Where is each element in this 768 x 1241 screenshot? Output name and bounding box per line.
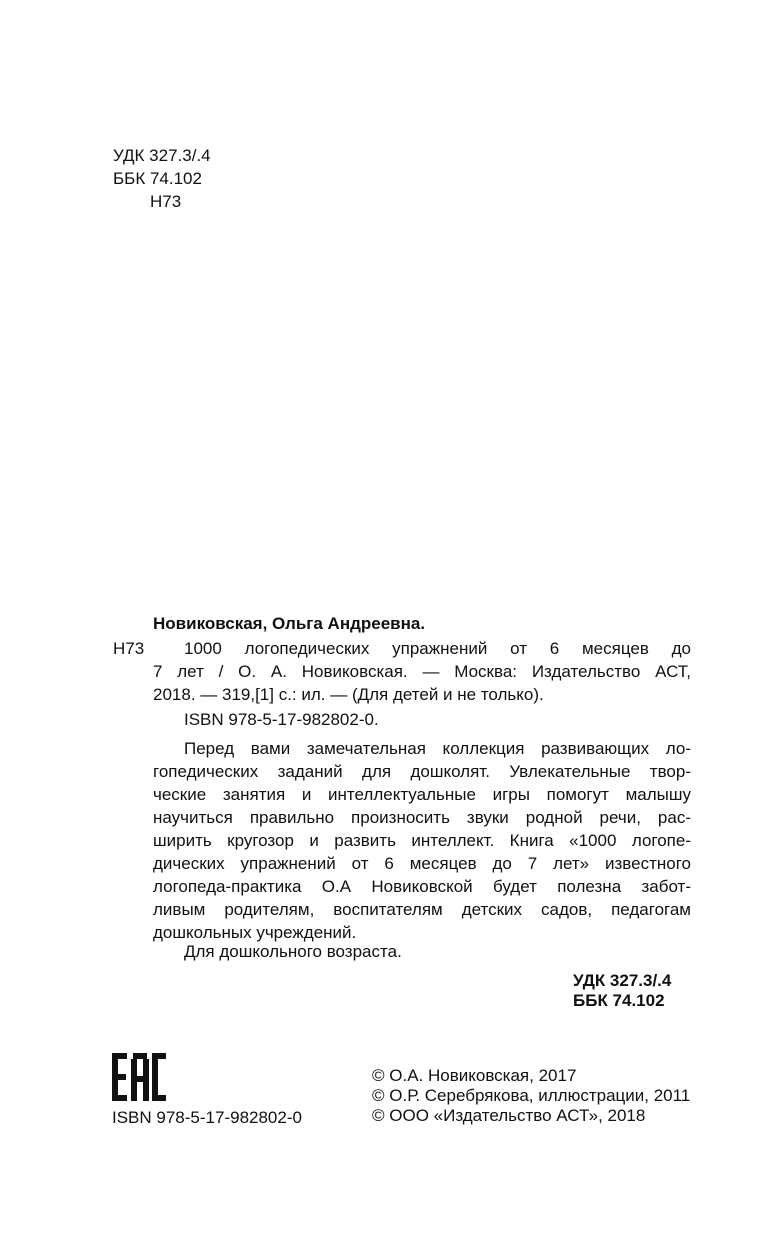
annotation-line-6: дических упражнений от 6 месяцев до 7 лет» известного [153,854,691,873]
title-line-1: 1000 логопедических упражнений от 6 месяцев до [184,639,691,658]
annotation-line-4: научиться правильно произносить звуки родной речи, рас- [153,808,691,827]
annotation-line-8: ливым родителям, воспитателям детских садов, педагогам [153,900,691,919]
title-line-3: 2018. — 319,[1] с.: ил. — (Для детей и не только). [153,685,544,704]
copyright-illustrator: © О.Р. Серебрякова, иллюстрации, 2011 [372,1086,691,1105]
copyright-publisher: © ООО «Издательство АСТ», 2018 [372,1106,646,1125]
eac-mark-icon [112,1053,166,1101]
annotation-line-3: ческие занятия и интеллектуальные игры помогут малышу [153,785,691,804]
annotation-line-5: ширить кругозор и развить интеллект. Книга «1000 логопе- [153,831,691,850]
header-bbk: ББК 74.102 [113,169,202,188]
age-rating-text: Для дошкольного возраста. [184,942,402,961]
record-isbn: ISBN 978-5-17-982802-0. [184,710,379,729]
annotation-line-9: дошкольных учреждений. [153,923,357,942]
copyright-author: © О.А. Новиковская, 2017 [372,1066,577,1085]
record-author-mark: Н73 [113,639,145,658]
footer-udk: УДК 327.3/.4 [573,971,672,990]
annotation-line-2: гопедических заданий для дошколят. Увлекательные твор- [153,762,691,781]
footer-bbk: ББК 74.102 [573,991,665,1010]
header-author-mark: Н73 [150,192,182,211]
header-udk: УДК 327.3/.4 [113,146,211,165]
annotation-line-1: Перед вами замечательная коллекция развивающих ло- [184,739,691,758]
author-name: Новиковская, Ольга Андреевна. [153,614,426,633]
annotation-line-7: логопеда-практика О.А Новиковской будет полезна забот- [153,877,691,896]
title-line-2: 7 лет / О. А. Новиковская. — Москва: Издательство АСТ, [153,662,691,681]
bottom-isbn: ISBN 978-5-17-982802-0 [112,1108,302,1127]
